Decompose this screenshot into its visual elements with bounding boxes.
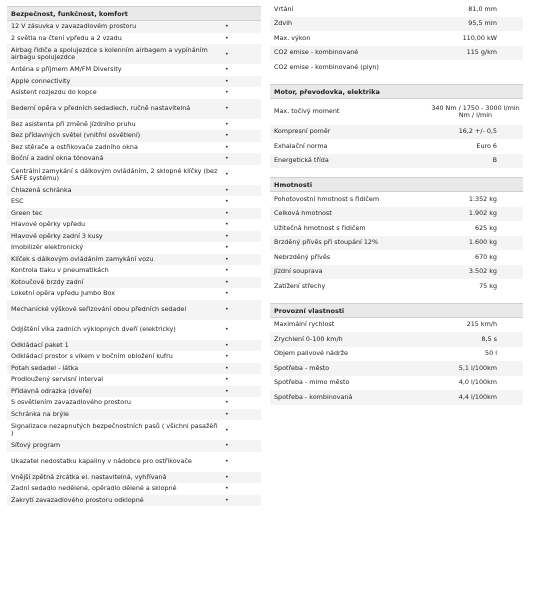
bullet-icon: • xyxy=(225,267,229,275)
bullet-icon: • xyxy=(225,278,229,286)
item-label: Hlavové opěrky zadní 3 kusy xyxy=(11,231,103,240)
spec-value: 75 kg xyxy=(479,281,497,290)
item-label: Loketní opěra vpředu Jumbo Box xyxy=(11,289,116,298)
item-label: Potah sedadel - látka xyxy=(11,363,79,372)
spec-value: 4,4 l/100km xyxy=(458,392,497,401)
item-label: Centrální zamykání s dálkovým ovládáním, 2 sklopné klíčky (bez SAFE systému) xyxy=(11,166,218,182)
bullet-icon: • xyxy=(225,473,229,481)
spec-row xyxy=(270,221,523,236)
item-label: Kontrola tlaku v pneumatikách xyxy=(11,266,109,275)
item-label: Klíček s dálkovým ovládáním zamykání vozu xyxy=(11,254,154,263)
spec-label: Jízdní souprava xyxy=(274,267,323,276)
spec-label: CO2 emise - kombinované xyxy=(274,48,359,57)
specs-section xyxy=(270,2,523,405)
list-item xyxy=(7,242,261,254)
list-item xyxy=(7,374,261,386)
item-label: Ukazatel nedostatku kapaliny v nádobce pro ostřikovače xyxy=(11,457,192,465)
item-label: Přídavná odrazka (dveře) xyxy=(11,386,92,395)
spec-value: B xyxy=(492,156,497,165)
list-item xyxy=(7,76,261,88)
bullet-icon: • xyxy=(225,132,229,140)
item-label: Anténa s příjmem AM/FM Diversity xyxy=(11,65,122,74)
spec-row xyxy=(270,60,523,75)
weights-list xyxy=(270,192,523,294)
bullet-icon: • xyxy=(225,155,229,163)
bullet-icon: • xyxy=(225,341,229,349)
spec-label: Maximální rychlost xyxy=(274,320,335,329)
spec-value: 110,00 kW xyxy=(462,33,497,42)
spec-label: Spotřeba - mimo město xyxy=(274,378,350,387)
spec-label: Max. točivý moment xyxy=(274,107,340,115)
item-label: S osvětlením zavazadlového prostoru xyxy=(11,398,131,407)
list-item xyxy=(7,277,261,289)
spec-value: 1.600 kg xyxy=(468,238,497,247)
spec-row xyxy=(270,154,523,169)
equipment-section xyxy=(7,6,261,506)
engine-list xyxy=(270,99,523,169)
list-item xyxy=(7,196,261,208)
list-item xyxy=(7,254,261,266)
item-label: Odjištění víka zadních výklopných dveří (elektricky) xyxy=(11,325,176,333)
spec-value: 16,2 +/- 0,5 xyxy=(458,127,497,136)
list-item xyxy=(7,340,261,352)
bullet-icon: • xyxy=(225,353,229,361)
operation-section xyxy=(270,303,523,405)
item-label: Apple connectivity xyxy=(11,76,71,85)
list-item xyxy=(7,495,261,507)
engine-dimensions-list xyxy=(270,2,523,75)
bullet-icon: • xyxy=(225,89,229,97)
spec-label: Užitečná hmotnost s řidičem xyxy=(274,223,366,232)
item-label: Bez stěrače a ostřikovače zadního okna xyxy=(11,142,138,151)
spec-row xyxy=(270,376,523,391)
list-item xyxy=(7,452,261,472)
bullet-icon: • xyxy=(225,410,229,418)
section-title-engine: Motor, převodovka, elektrika xyxy=(270,84,523,99)
spec-value: 5,1 l/100km xyxy=(458,363,497,372)
spec-label: Vrtání xyxy=(274,4,294,13)
item-label: Schránka na brýle xyxy=(11,409,69,418)
spec-label: Celková hmotnost xyxy=(274,209,332,218)
bullet-icon: • xyxy=(225,387,229,395)
bullet-icon: • xyxy=(225,186,229,194)
spec-value: 81,0 mm xyxy=(468,4,497,13)
spec-value: 1.352 kg xyxy=(468,194,497,203)
item-label: ESC xyxy=(11,197,24,206)
list-item xyxy=(7,409,261,421)
item-label: Green tec xyxy=(11,208,43,217)
section-title-operation: Provozní vlastnosti xyxy=(270,303,523,318)
bullet-icon: • xyxy=(225,120,229,128)
list-item xyxy=(7,208,261,220)
list-item xyxy=(7,386,261,398)
bullet-icon: • xyxy=(225,442,229,450)
spec-row xyxy=(270,31,523,46)
list-item xyxy=(7,483,261,495)
spec-label: Nebrzděný přívěs xyxy=(274,252,331,261)
bullet-icon: • xyxy=(225,399,229,407)
item-label: Zadní sedadlo nedělené, opěradlo dělené a sklopné xyxy=(11,484,177,493)
spec-label: Spotřeba - město xyxy=(274,363,330,372)
bullet-icon: • xyxy=(225,364,229,372)
operation-list xyxy=(270,318,523,405)
bullet-icon: • xyxy=(225,66,229,74)
section-title-weights: Hmotnosti xyxy=(270,177,523,192)
weights-section xyxy=(270,177,523,294)
list-item xyxy=(7,265,261,277)
item-label: Vnější zpětná zrcátka el. nastavitelná, vyhřívaná xyxy=(11,472,167,481)
bullet-icon: • xyxy=(225,426,229,434)
spec-row xyxy=(270,347,523,362)
spec-label: Brzděný přívěs při stoupání 12% xyxy=(274,238,379,247)
spec-value: 95,5 mm xyxy=(468,19,497,28)
item-label: Signalizace nezapnutých bezpečnostních pasů ( všichni pasažéři ) xyxy=(11,422,218,437)
spec-row xyxy=(270,390,523,405)
bullet-icon: • xyxy=(225,34,229,42)
spec-value: 4,0 l/100km xyxy=(458,378,497,387)
item-label: Bez přídavných světel (vnitřní osvětlení) xyxy=(11,131,141,140)
item-label: Kotoučové brzdy zadní xyxy=(11,277,84,286)
spec-value: Euro 6 xyxy=(476,141,497,150)
spec-row xyxy=(270,250,523,265)
list-item xyxy=(7,165,261,185)
list-item xyxy=(7,288,261,300)
item-label: Hlavové opěrky vpředu xyxy=(11,220,86,229)
list-item xyxy=(7,87,261,99)
bullet-icon: • xyxy=(225,376,229,384)
item-label: Airbag řidiče a spolujezdce s kolenním airbagem a vypínáním airbagu spolujezdce xyxy=(11,46,208,61)
list-item xyxy=(7,119,261,131)
spec-label: Zdvih xyxy=(274,19,293,28)
item-label: Síťový program xyxy=(11,441,61,450)
item-label: 2 světla na čtení vpředu a 2 vzadu xyxy=(11,33,122,42)
bullet-icon: • xyxy=(225,244,229,252)
spec-value: 625 kg xyxy=(475,223,497,232)
list-item xyxy=(7,320,261,340)
list-item xyxy=(7,153,261,165)
bullet-icon: • xyxy=(225,209,229,217)
list-item xyxy=(7,130,261,142)
section-title-safety: Bezpečnost, funkčnost, komfort xyxy=(7,6,261,21)
spec-value: 50 l xyxy=(485,349,497,358)
bullet-icon: • xyxy=(225,171,229,178)
spec-value: 670 kg xyxy=(475,252,497,261)
list-item xyxy=(7,219,261,231)
bullet-icon: • xyxy=(225,143,229,151)
spec-value: 340 Nm / 1750 - 3000 l/min Nm / l/min xyxy=(431,103,520,119)
spec-row xyxy=(270,279,523,294)
bullet-icon: • xyxy=(225,221,229,229)
item-label: Odkládací prostor s víkem v bočním obložení kufru xyxy=(11,352,173,361)
list-item xyxy=(7,397,261,409)
item-label: Asistent rozjezdu do kopce xyxy=(11,88,97,97)
list-item xyxy=(7,231,261,243)
bullet-icon: • xyxy=(225,290,229,298)
spec-label: Kompresní poměr xyxy=(274,127,331,136)
item-label: Bez asistenta při změně jízdního pruhu xyxy=(11,119,136,128)
spec-value: 215 km/h xyxy=(466,320,497,329)
spec-label: Objem palivové nádrže xyxy=(274,349,348,358)
spec-label: Pohotovostní hmotnost s řidičem xyxy=(274,194,380,203)
item-label: Imobilizér elektronický xyxy=(11,243,84,252)
item-label: 12 V zásuvka v zavazadlovém prostoru xyxy=(11,22,137,31)
bullet-icon: • xyxy=(225,23,229,31)
spec-label: CO2 emise - kombinované (plyn) xyxy=(274,62,379,71)
list-item xyxy=(7,99,261,119)
spec-label: Energetická třída xyxy=(274,156,329,165)
spec-row xyxy=(270,2,523,17)
spec-value: 1.902 kg xyxy=(468,209,497,218)
list-item xyxy=(7,440,261,452)
equipment-list xyxy=(7,21,261,506)
item-label: Chlazená schránka xyxy=(11,185,72,194)
spec-row xyxy=(270,17,523,32)
bullet-icon: • xyxy=(225,458,229,465)
list-item xyxy=(7,300,261,320)
item-label: Mechanické výškové seřizování obou předních sedadel xyxy=(11,305,187,313)
spec-label: Exhalační norma xyxy=(274,141,328,150)
spec-row xyxy=(270,207,523,222)
spec-row xyxy=(270,236,523,251)
item-label: Bederní opěra v předních sedadlech, ručně nastavitelná xyxy=(11,104,191,112)
spec-label: Zrychlení 0-100 km/h xyxy=(274,334,343,343)
spec-row xyxy=(270,265,523,280)
spec-row xyxy=(270,125,523,140)
spec-value: 8,5 s xyxy=(481,334,497,343)
list-item xyxy=(7,363,261,375)
bullet-icon: • xyxy=(225,50,229,58)
bullet-icon: • xyxy=(225,485,229,493)
list-item xyxy=(7,185,261,197)
spec-row xyxy=(270,99,523,125)
bullet-icon: • xyxy=(225,105,229,112)
spec-value: 115 g/km xyxy=(466,48,497,57)
item-label: Prodloužený servisní interval xyxy=(11,375,104,384)
bullet-icon: • xyxy=(225,232,229,240)
spec-value: 3.502 kg xyxy=(468,267,497,276)
list-item xyxy=(7,472,261,484)
item-label: Odkládací paket 1 xyxy=(11,340,69,349)
spec-row xyxy=(270,46,523,61)
list-item xyxy=(7,21,261,33)
spec-label: Spotřeba - kombinovaná xyxy=(274,392,353,401)
engine-section xyxy=(270,84,523,169)
bullet-icon: • xyxy=(225,306,229,313)
spec-row xyxy=(270,332,523,347)
bullet-icon: • xyxy=(225,198,229,206)
list-item xyxy=(7,33,261,45)
item-label: Boční a zadní okna tónovaná xyxy=(11,154,104,163)
list-item xyxy=(7,44,261,64)
bullet-icon: • xyxy=(225,77,229,85)
list-item xyxy=(7,64,261,76)
spec-row xyxy=(270,361,523,376)
spec-label: Max. výkon xyxy=(274,33,311,42)
spec-row xyxy=(270,139,523,154)
bullet-icon: • xyxy=(225,255,229,263)
spec-row xyxy=(270,192,523,207)
spec-row xyxy=(270,318,523,333)
list-item xyxy=(7,351,261,363)
bullet-icon: • xyxy=(225,326,229,333)
bullet-icon: • xyxy=(225,496,229,504)
list-item xyxy=(7,420,261,440)
spec-label: Zatížení střechy xyxy=(274,281,326,290)
list-item xyxy=(7,142,261,154)
item-label: Zakrytí zavazadlového prostoru odklopné xyxy=(11,495,144,504)
